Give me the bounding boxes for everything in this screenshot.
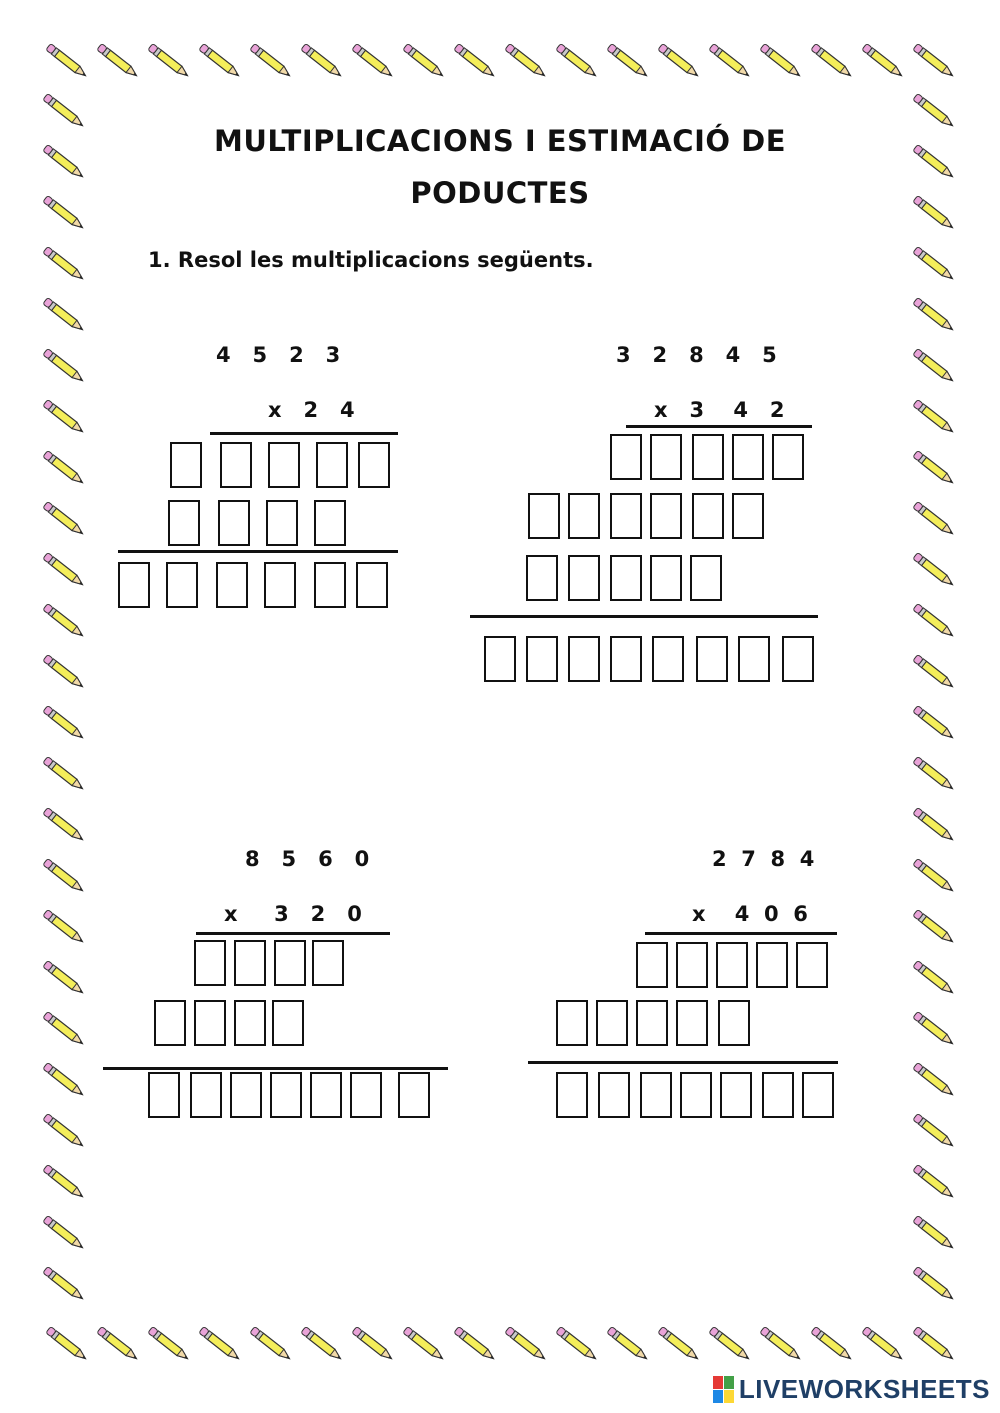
pencil-icon: [454, 43, 496, 78]
answer-box[interactable]: [358, 442, 390, 488]
pencil-icon: [43, 1164, 85, 1199]
problem-3-multiplier: x 3 2 0: [224, 902, 362, 926]
answer-box[interactable]: [650, 434, 682, 480]
pencil-icon: [913, 552, 955, 587]
answer-box[interactable]: [350, 1072, 382, 1118]
pencil-icon: [913, 807, 955, 842]
pencil-icon: [43, 960, 85, 995]
brand-name: LIVEWORKSHEETS: [738, 1374, 990, 1404]
answer-box[interactable]: [398, 1072, 430, 1118]
pencil-icon: [43, 348, 85, 383]
pencil-icon: [43, 246, 85, 281]
pencil-icon: [403, 1326, 445, 1361]
answer-box[interactable]: [526, 555, 558, 601]
pencil-icon: [43, 705, 85, 740]
pencil-icon: [760, 43, 802, 78]
problem-4-multiplicand: 2 7 8 4: [712, 847, 815, 871]
pencil-icon: [199, 1326, 241, 1361]
answer-box[interactable]: [314, 562, 346, 608]
pencil-icon: [43, 93, 85, 128]
pencil-icon: [913, 603, 955, 638]
pencil-icon: [913, 1011, 955, 1046]
answer-box[interactable]: [676, 1000, 708, 1046]
pencil-icon: [658, 1326, 700, 1361]
pencil-icon: [862, 43, 904, 78]
problem-4-multiplier: x 4 0 6: [692, 902, 808, 926]
pencil-icon: [43, 858, 85, 893]
answer-box[interactable]: [310, 1072, 342, 1118]
answer-box[interactable]: [526, 636, 558, 682]
pencil-icon: [43, 552, 85, 587]
answer-box[interactable]: [636, 942, 668, 988]
answer-box[interactable]: [640, 1072, 672, 1118]
pencil-icon: [913, 297, 955, 332]
pencil-icon: [43, 1113, 85, 1148]
answer-box[interactable]: [680, 1072, 712, 1118]
pencil-icon: [352, 43, 394, 78]
answer-box[interactable]: [268, 442, 300, 488]
pencil-icon: [46, 43, 88, 78]
answer-box[interactable]: [782, 636, 814, 682]
pencil-icon: [811, 43, 853, 78]
pencil-icon: [862, 1326, 904, 1361]
problem-2-line: [626, 425, 812, 428]
pencil-icon: [199, 43, 241, 78]
pencil-icon: [913, 501, 955, 536]
answer-box[interactable]: [272, 1000, 304, 1046]
pencil-icon: [43, 297, 85, 332]
answer-box[interactable]: [312, 940, 344, 986]
answer-box[interactable]: [168, 500, 200, 546]
answer-box[interactable]: [718, 1000, 750, 1046]
pencil-icon: [43, 807, 85, 842]
answer-box[interactable]: [316, 442, 348, 488]
pencil-icon: [43, 1011, 85, 1046]
pencil-icon: [43, 1266, 85, 1301]
pencil-icon: [913, 1266, 955, 1301]
pencil-icon: [352, 1326, 394, 1361]
liveworksheets-brand: [713, 1374, 990, 1405]
pencil-icon: [46, 1326, 88, 1361]
pencil-icon: [556, 43, 598, 78]
answer-box[interactable]: [216, 562, 248, 608]
problem-2-result-line: [470, 615, 818, 618]
problem-2-multiplicand: 3 2 8 4 5: [616, 343, 777, 367]
answer-box[interactable]: [720, 1072, 752, 1118]
answer-box[interactable]: [568, 636, 600, 682]
problem-1-multiplicand: 4 5 2 3: [216, 343, 341, 367]
pencil-icon: [148, 43, 190, 78]
pencil-icon: [250, 1326, 292, 1361]
pencil-icon: [913, 1062, 955, 1097]
pencil-icon: [913, 43, 955, 78]
problem-3-multiplicand: 8 5 6 0: [245, 847, 370, 871]
pencil-icon: [913, 1164, 955, 1199]
answer-box[interactable]: [676, 942, 708, 988]
answer-box[interactable]: [266, 500, 298, 546]
pencil-icon: [43, 144, 85, 179]
problem-4-line: [645, 932, 837, 935]
pencil-icon: [97, 43, 139, 78]
problem-3-line: [196, 932, 390, 935]
pencil-icon: [43, 909, 85, 944]
problem-4-result-line: [528, 1061, 838, 1064]
answer-box[interactable]: [802, 1072, 834, 1118]
pencil-icon: [913, 144, 955, 179]
answer-box[interactable]: [194, 940, 226, 986]
answer-box[interactable]: [556, 1000, 588, 1046]
answer-box[interactable]: [652, 636, 684, 682]
pencil-icon: [811, 1326, 853, 1361]
pencil-icon: [556, 1326, 598, 1361]
answer-box[interactable]: [598, 1072, 630, 1118]
answer-box[interactable]: [218, 500, 250, 546]
problem-1-multiplier: x 2 4: [268, 398, 355, 422]
answer-box[interactable]: [118, 562, 150, 608]
answer-box[interactable]: [796, 942, 828, 988]
answer-box[interactable]: [356, 562, 388, 608]
problem-1-result-line: [118, 550, 398, 553]
pencil-icon: [43, 756, 85, 791]
answer-box[interactable]: [170, 442, 202, 488]
answer-box[interactable]: [610, 555, 642, 601]
pencil-icon: [709, 43, 751, 78]
pencil-icon: [505, 1326, 547, 1361]
answer-box[interactable]: [732, 493, 764, 539]
answer-box[interactable]: [484, 636, 516, 682]
answer-box[interactable]: [596, 1000, 628, 1046]
answer-box[interactable]: [314, 500, 346, 546]
pencil-icon: [913, 399, 955, 434]
page-title-line1: MULTIPLICACIONS I ESTIMACIÓ DE: [213, 124, 787, 158]
pencil-icon: [913, 960, 955, 995]
answer-box[interactable]: [772, 434, 804, 480]
pencil-icon: [709, 1326, 751, 1361]
answer-box[interactable]: [556, 1072, 588, 1118]
answer-box[interactable]: [650, 493, 682, 539]
pencil-icon: [913, 1113, 955, 1148]
pencil-icon: [505, 43, 547, 78]
pencil-icon: [43, 654, 85, 689]
pencil-icon: [913, 450, 955, 485]
pencil-icon: [760, 1326, 802, 1361]
answer-box[interactable]: [194, 1000, 226, 1046]
pencil-icon: [148, 1326, 190, 1361]
pencil-icon: [403, 43, 445, 78]
pencil-icon: [913, 348, 955, 383]
answer-box[interactable]: [762, 1072, 794, 1118]
problem-2-multiplier: x 3 4 2: [654, 398, 785, 422]
answer-box[interactable]: [270, 1072, 302, 1118]
pencil-icon: [913, 93, 955, 128]
pencil-icon: [913, 1215, 955, 1250]
pencil-icon: [913, 246, 955, 281]
pencil-icon: [43, 501, 85, 536]
pencil-icon: [43, 450, 85, 485]
pencil-icon: [607, 1326, 649, 1361]
page-title-line2: PODUCTES: [410, 176, 590, 210]
answer-box[interactable]: [738, 636, 770, 682]
pencil-icon: [913, 654, 955, 689]
answer-box[interactable]: [148, 1072, 180, 1118]
answer-box[interactable]: [650, 555, 682, 601]
answer-box[interactable]: [234, 1000, 266, 1046]
answer-box[interactable]: [528, 493, 560, 539]
answer-box[interactable]: [690, 555, 722, 601]
answer-box[interactable]: [610, 434, 642, 480]
answer-box[interactable]: [264, 562, 296, 608]
pencil-icon: [913, 756, 955, 791]
answer-box[interactable]: [756, 942, 788, 988]
pencil-icon: [913, 909, 955, 944]
answer-box[interactable]: [610, 636, 642, 682]
answer-box[interactable]: [230, 1072, 262, 1118]
answer-box[interactable]: [696, 636, 728, 682]
pencil-icon: [607, 43, 649, 78]
answer-box[interactable]: [692, 434, 724, 480]
pencil-icon: [43, 1215, 85, 1250]
answer-box[interactable]: [636, 1000, 668, 1046]
pencil-icon: [97, 1326, 139, 1361]
answer-box[interactable]: [234, 940, 266, 986]
liveworksheets-logo-icon: [713, 1376, 735, 1404]
problem-1-line: [210, 432, 398, 435]
pencil-icon: [913, 195, 955, 230]
pencil-icon: [913, 858, 955, 893]
answer-box[interactable]: [610, 493, 642, 539]
answer-box[interactable]: [716, 942, 748, 988]
answer-box[interactable]: [692, 493, 724, 539]
pencil-icon: [43, 603, 85, 638]
pencil-icon: [301, 1326, 343, 1361]
answer-box[interactable]: [732, 434, 764, 480]
problem-3-result-line: [103, 1067, 448, 1070]
pencil-icon: [43, 399, 85, 434]
answer-box[interactable]: [274, 940, 306, 986]
answer-box[interactable]: [190, 1072, 222, 1118]
answer-box[interactable]: [154, 1000, 186, 1046]
pencil-icon: [301, 43, 343, 78]
pencil-icon: [43, 1062, 85, 1097]
answer-box[interactable]: [568, 555, 600, 601]
answer-box[interactable]: [568, 493, 600, 539]
pencil-icon: [43, 195, 85, 230]
pencil-icon: [658, 43, 700, 78]
pencil-icon: [913, 705, 955, 740]
answer-box[interactable]: [220, 442, 252, 488]
instruction-text: 1. Resol les multiplicacions següents.: [148, 248, 594, 272]
pencil-icon: [913, 1326, 955, 1361]
answer-box[interactable]: [166, 562, 198, 608]
pencil-icon: [454, 1326, 496, 1361]
pencil-icon: [250, 43, 292, 78]
